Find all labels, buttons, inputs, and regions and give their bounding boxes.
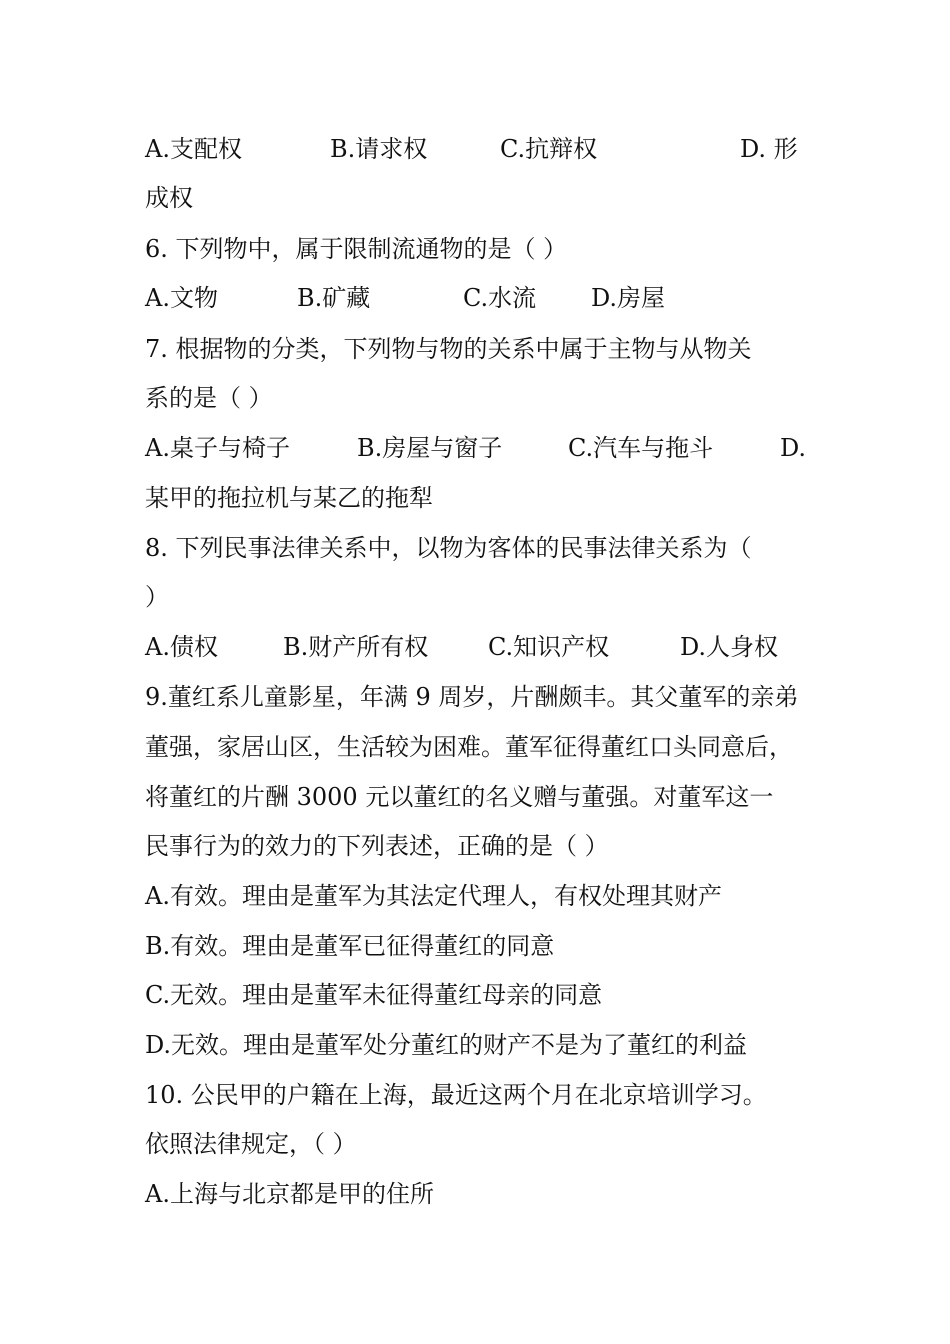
- q5-option-d-continuation: 成权: [145, 184, 193, 212]
- q7-option-d: D.: [780, 434, 807, 462]
- q9-stem-line-3: 将董红的片酬 3000 元以董红的名义赠与董强。对董军这一: [145, 783, 774, 811]
- q6-stem: 6. 下列物中，属于限制流通物的是（ ）: [145, 235, 568, 263]
- q7-stem-line-2: 系的是（ ）: [145, 384, 273, 412]
- q10-stem-line-2: 依照法律规定，（ ）: [145, 1130, 357, 1158]
- q9-option-d: D.无效。理由是董军处分董红的财产不是为了董红的利益: [145, 1031, 748, 1059]
- q5-option-a: A.支配权: [145, 135, 242, 163]
- q10-stem-line-1: 10. 公民甲的户籍在上海，最近这两个月在北京培训学习。: [145, 1081, 767, 1109]
- q8-option-d: D.人身权: [680, 633, 779, 661]
- q7-option-a: A.桌子与椅子: [145, 434, 290, 462]
- q8-option-c: C.知识产权: [488, 633, 610, 661]
- q8-stem-line-1: 8. 下列民事法律关系中，以物为客体的民事法律关系为（: [145, 534, 752, 562]
- q6-option-c: C.水流: [463, 284, 537, 312]
- q6-option-b: B.矿藏: [297, 284, 371, 312]
- q5-option-b: B.请求权: [330, 135, 428, 163]
- q7-option-b: B.房屋与窗子: [357, 434, 503, 462]
- q6-option-d: D.房屋: [591, 284, 666, 312]
- q9-option-a: A.有效。理由是董军为其法定代理人，有权处理其财产: [145, 882, 722, 910]
- q7-stem-line-1: 7. 根据物的分类，下列物与物的关系中属于主物与从物关: [145, 335, 752, 363]
- q8-stem-line-2: ）: [145, 583, 169, 611]
- q6-option-a: A.文物: [145, 284, 218, 312]
- q8-option-b: B.财产所有权: [283, 633, 429, 661]
- q10-option-a: A.上海与北京都是甲的住所: [145, 1180, 434, 1208]
- q7-option-d-continuation: 某甲的拖拉机与某乙的拖犁: [145, 484, 433, 512]
- q9-stem-line-4: 民事行为的效力的下列表述，正确的是（ ）: [145, 832, 609, 860]
- q9-option-b: B.有效。理由是董军已征得董红的同意: [145, 932, 555, 960]
- q5-option-c: C.抗辩权: [500, 135, 598, 163]
- q7-option-c: C.汽车与拖斗: [568, 434, 714, 462]
- q9-stem-line-1: 9.董红系儿童影星，年满 9 周岁，片酬颇丰。其父董军的亲弟: [145, 683, 799, 711]
- q9-option-c: C.无效。理由是董军未征得董红母亲的同意: [145, 981, 603, 1009]
- q9-stem-line-2: 董强，家居山区，生活较为困难。董军征得董红口头同意后，: [145, 733, 793, 761]
- q5-option-d: D. 形: [740, 135, 798, 163]
- q8-option-a: A.债权: [145, 633, 218, 661]
